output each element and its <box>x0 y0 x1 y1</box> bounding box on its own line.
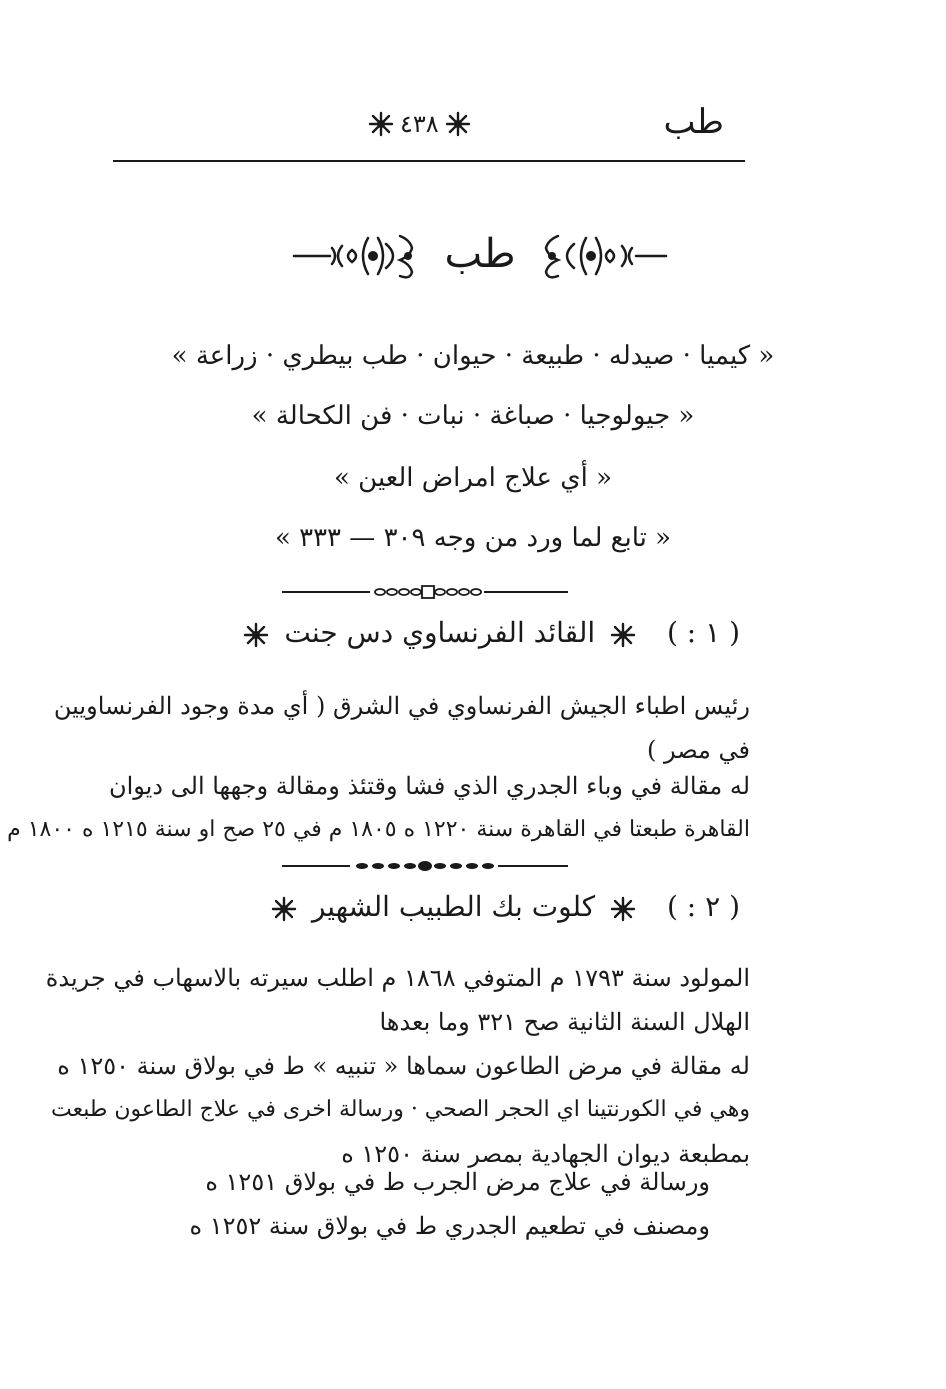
entry-title: القائد الفرنساوي دس جنت <box>284 616 596 649</box>
section-divider <box>280 856 570 876</box>
paragraph-line: المولود سنة ١٧٩٣ م المتوفي ١٨٦٨ م اطلب سيرته بالاسهاب في جريدة <box>45 964 750 992</box>
entry-title: كلوت بك الطبيب الشهير <box>311 890 596 923</box>
section-title: طب <box>444 231 516 277</box>
star-ornament-icon <box>445 111 471 137</box>
star-ornament-icon <box>368 111 394 137</box>
flourish-ornament-icon <box>290 230 430 282</box>
header-rule <box>113 160 745 162</box>
star-ornament-icon <box>610 622 636 648</box>
paragraph-line: بمطبعة ديوان الجهادية بمصر سنة ١٢٥٠ ه <box>341 1140 750 1168</box>
page-header <box>110 96 746 156</box>
paragraph-line: له مقالة في وباء الجدري الذي فشا وقتئذ ومقالة وجهها الى ديوان <box>108 772 750 800</box>
section-divider <box>280 582 570 602</box>
subject-line: « أي علاج امراض العين » <box>333 463 612 493</box>
entry-heading <box>180 882 740 932</box>
entry-paragraph <box>53 684 750 772</box>
star-ornament-icon <box>271 896 297 922</box>
page-number: ٤٣٨ <box>400 110 439 138</box>
subject-line: « جيولوجيا · صباغة · نبات · فن الكحالة » <box>251 401 695 431</box>
entry-number: ( ١ : ) <box>666 616 740 649</box>
star-ornament-icon <box>243 622 269 648</box>
running-title: طب <box>663 102 724 142</box>
entry-number: ( ٢ : ) <box>666 890 740 923</box>
paragraph-line: الهلال السنة الثانية صح ٣٢١ وما بعدها <box>379 1008 750 1036</box>
subject-line: « كيميا · صيدله · طبيعة · حيوان · طب بيطري · زراعة » <box>171 341 775 371</box>
star-ornament-icon <box>610 896 636 922</box>
paragraph-line: ورسالة في علاج مرض الجرب ط في بولاق ١٢٥١ ه <box>205 1168 710 1196</box>
flourish-ornament-icon <box>540 230 670 282</box>
entry-paragraph <box>7 764 750 852</box>
paragraph-line: ومصنف في تطعيم الجدري ط في بولاق سنة ١٢٥٢ ه <box>189 1212 710 1240</box>
paragraph-line: في مصر ) <box>646 736 750 764</box>
paragraph-line: وهي في الكورنتينا اي الحجر الصحي · ورسالة اخرى في علاج الطاعون طبعت <box>51 1097 750 1122</box>
entry-paragraph <box>45 956 750 1044</box>
page-number-group <box>368 104 471 144</box>
paragraph-line: رئيس اطباء الجيش الفرنساوي في الشرق ( أي مدة وجود الفرنساويين <box>53 692 750 720</box>
subject-line: « تابع لما ورد من وجه ٣٠٩ — ٣٣٣ » <box>274 523 672 553</box>
section-title-row <box>290 224 670 288</box>
paragraph-line: القاهرة طبعتا في القاهرة سنة ١٢٢٠ ه ١٨٠٥ م في ٢٥ صح او سنة ١٢١٥ ه ١٨٠٠ م <box>7 817 750 842</box>
entry-paragraph <box>189 1160 710 1248</box>
entry-heading <box>180 608 740 658</box>
paragraph-line: له مقالة في مرض الطاعون سماها « تنبيه » ط في بولاق سنة ١٢٥٠ ه <box>57 1052 750 1080</box>
entry-paragraph <box>51 1044 750 1176</box>
